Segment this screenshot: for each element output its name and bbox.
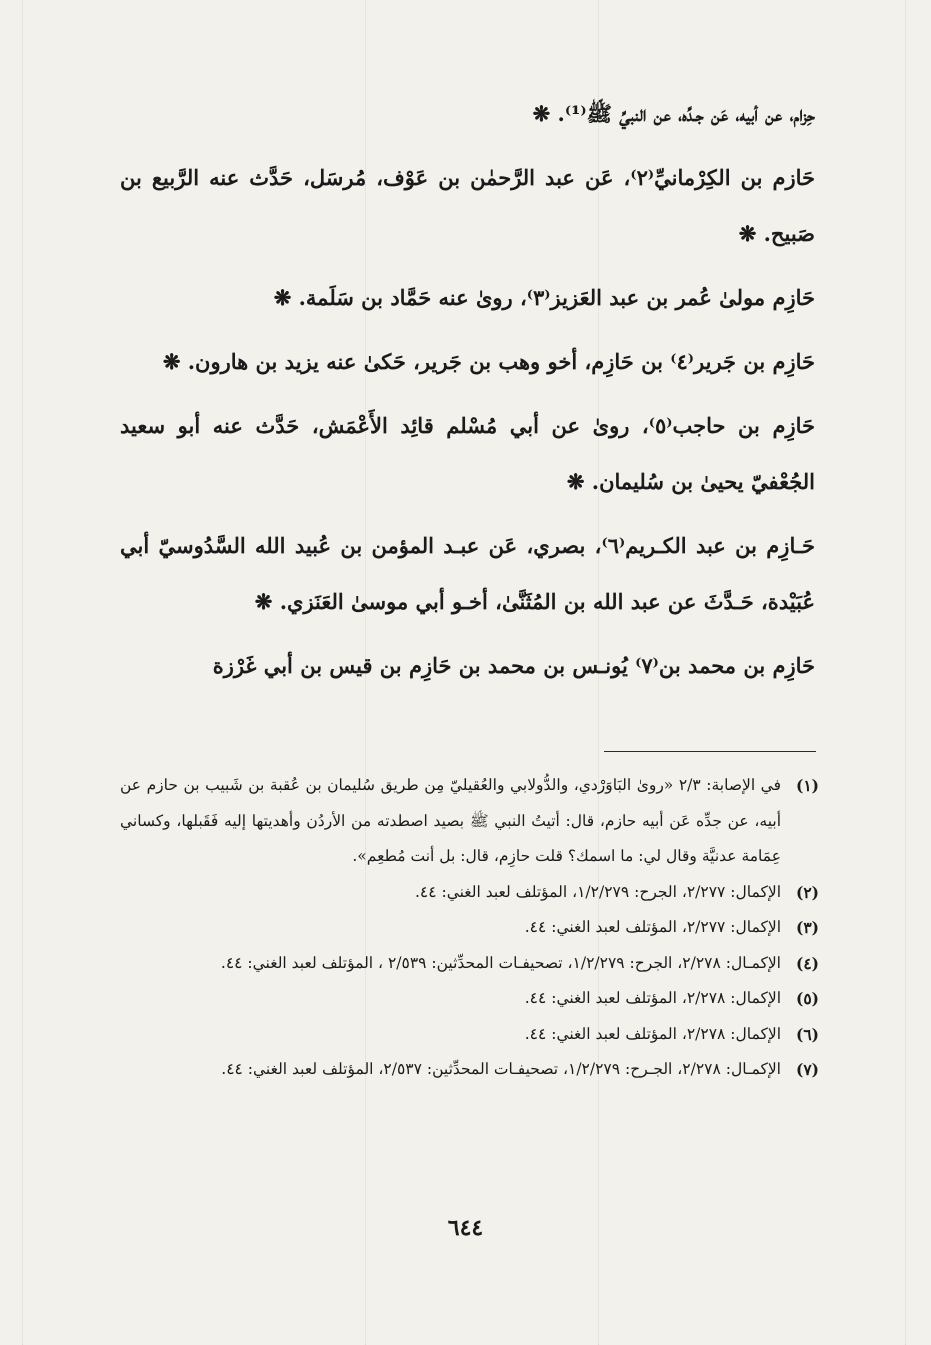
entry-text: حَازِم بن محمد بن⁽٧⁾ يُونـس بن محمد بن حَازِم بن قيس بن أبي غَرْزة [212,653,815,678]
footnotes [120,768,819,1088]
footnote-number: (٤) [795,953,819,973]
entry-text: حَازِم بن حاجب⁽٥⁾، روىٰ عن أبي مُسْلم قائِد الأَعْمَش، حَدَّث عنه أبو سعيد الجُعْفيّ يحيىٰ بن سُليمان. ❋ [120,413,815,494]
footnote [120,1052,819,1088]
entry-text: حَـازِم بن عبد الكـريم⁽٦⁾، بصري، عَن عبـد المؤمن بن عُبيد الله السَّدُوسيّ أبي عُبَيْدة، حَـدَّثَ عن عبد الله بن المُثَنَّىٰ، أخـو أبي موسىٰ العَنَزي. ❋ [120,533,815,614]
page-number: ٦٤٤ [447,1215,484,1241]
footnote-number: (٧) [795,1060,819,1079]
footnote-number: (٦) [795,1024,819,1044]
footnote-number: (٢) [795,882,819,902]
entry-text: حَازِم بن جَرير⁽٤⁾ بن حَازِم، أخو وهب بن جَرير، حَكىٰ عنه يزيد بن هارون. ❋ [162,349,815,374]
scan-mark [905,0,906,1345]
footnote [120,1017,819,1053]
footnote-text: الإكمـال: ٢/٢٧٨، الجرح: ١/٢/٢٧٩، تصحيفـات المحدِّثين: ٢/٥٣٩ ، المؤتلف لعبد الغني: ٤٤. [220,953,781,972]
footnote [120,910,819,946]
entry [120,398,815,510]
entry [120,334,815,390]
footnote-number: (١) [795,776,819,795]
footnote-text: في الإصابة: ٢/٣ «روىٰ البَاوَرْدي، والدُّولابي والعُقيليّ مِن طريق سُليمان بن عُقبة بن شَبيب بن حازم عن أبيه، عن جدِّه عَن أبيه حازم، قال: أتيتُ النبي ﷺ بصيد اصطدته من الأردُن وأهديتها إليه فَقَبلها، وكساني عِمَامة عدنيَّة وقال لي: ما اسمك؟ قلت حازِم، قال: بل أنت مُطعِم». [120,776,782,865]
footnote-text: الإكمال: ٢/٢٧٧، الجرح: ١/٢/٢٧٩، المؤتلف لعبد الغني: ٤٤. [414,882,781,901]
entry-text: حَازِم مولىٰ عُمر بن عبد العَزيز⁽٣⁾، روىٰ عنه حَمَّاد بن سَلَمة. ❋ [273,285,815,310]
scan-mark [22,0,23,1345]
footnote-number: (٥) [795,989,819,1008]
footnote [120,875,819,911]
footnote-number: (٣) [795,918,819,937]
footnote-text: الإكمال: ٢/٢٧٨، المؤتلف لعبد الغني: ٤٤. [524,1024,781,1043]
main-text [120,86,815,702]
entry [120,638,815,694]
footnote-separator [604,751,816,752]
footnote-text: الإكمال: ٢/٢٧٧، المؤتلف لعبد الغني: ٤٤. [524,918,781,936]
entry-text: حِزام، عن أبيه، عَن جـدِّه، عن النبيِّ ﷺ⁽¹⁾. ❋ [532,101,815,126]
footnote [120,946,819,982]
entry [120,150,815,262]
entry-text: حَازم بن الكِرْمانيِّ⁽٢⁾، عَن عبد الرَّحمٰن بن عَوْف، مُرسَل، حَدَّث عنه الرَّبيع بن صَبيح. ❋ [120,165,815,246]
footnote [120,768,819,875]
footnote [120,981,819,1017]
footnote-text: الإكمـال: ٢/٢٧٨، الجـرح: ١/٢/٢٧٩، تصحيفـات المحدِّثين: ٢/٥٣٧، المؤتلف لعبد الغني: ٤٤. [221,1060,781,1078]
footnote-text: الإكمال: ٢/٢٧٨، المؤتلف لعبد الغني: ٤٤. [524,989,781,1007]
entry [120,86,815,142]
entry [120,518,815,630]
entry [120,270,815,326]
